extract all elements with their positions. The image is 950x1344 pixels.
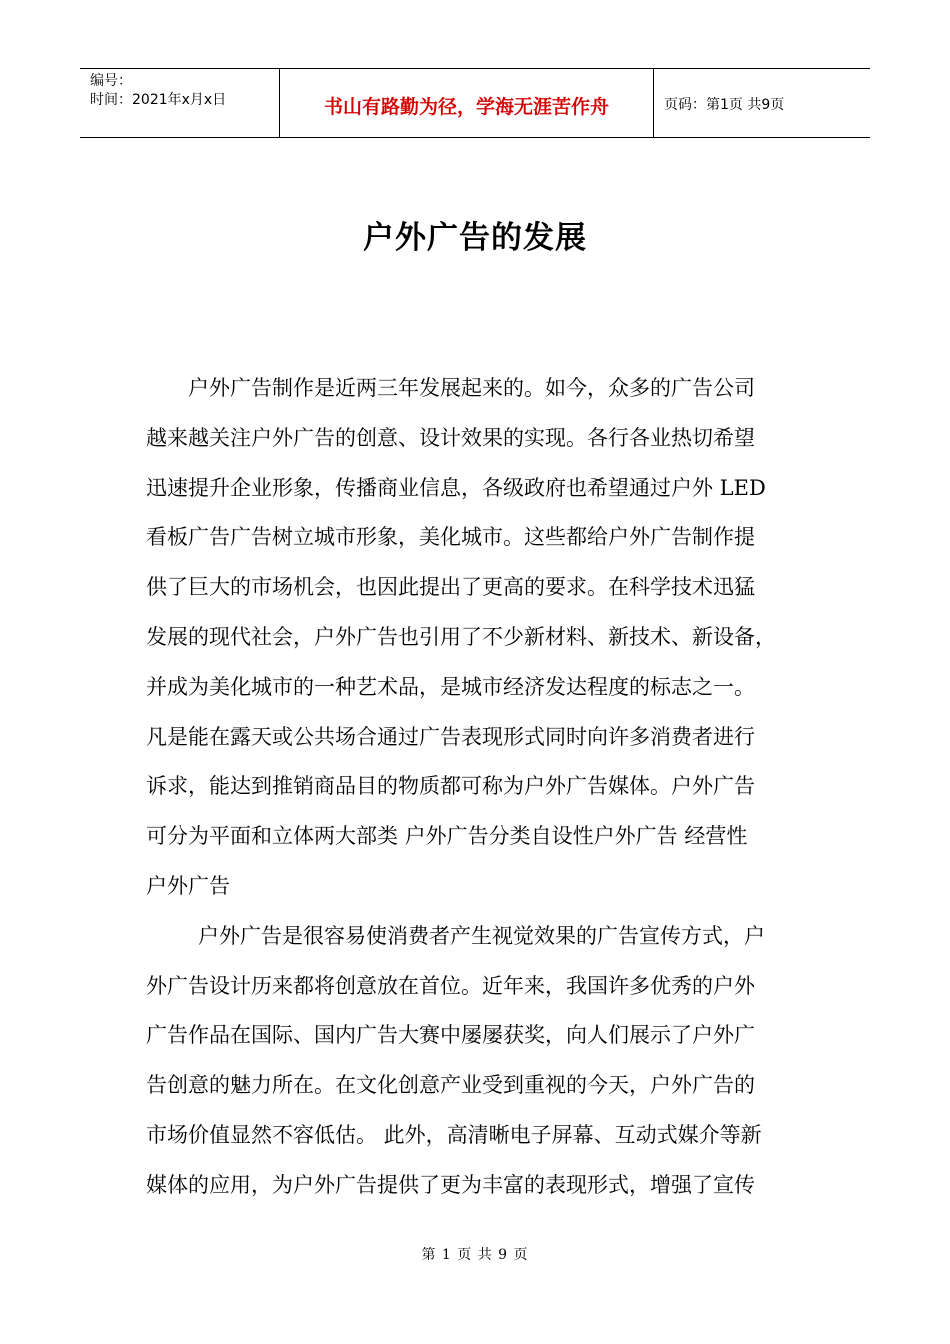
body-line: 户外广告是很容易使消费者产生视觉效果的广告宣传方式，户 (198, 923, 765, 948)
document-title: 户外广告的发展 (363, 220, 587, 256)
body-line: 并成为美化城市的一种艺术品，是城市经济发达程度的标志之一。 (146, 674, 755, 699)
page-footer: 第 1 页 共 9 页 (421, 1247, 529, 1263)
body-line: 户外广告 (146, 873, 230, 898)
body-line: 外广告设计历来都将创意放在首位。近年来，我国许多优秀的户外 (146, 973, 755, 998)
header-motto: 书山有路勤为径，学海无涯苦作舟 (280, 69, 654, 137)
body-line: 媒体的应用，为户外广告提供了更为丰富的表现形式，增强了宣传 (146, 1172, 755, 1197)
header-table (80, 68, 870, 138)
body-line: 迅速提升企业形象，传播商业信息，各级政府也希望通过户外 LED (146, 475, 766, 500)
body-line: 市场价值显然不容低估。 此外，高清晰电子屏幕、互动式媒介等新 (146, 1122, 762, 1147)
body-line: 供了巨大的市场机会，也因此提出了更高的要求。在科学技术迅猛 (146, 575, 755, 600)
body-line: 可分为平面和立体两大部类 户外广告分类自设性户外广告 经营性 (146, 824, 748, 849)
number-label: 编号： (90, 73, 132, 89)
body-line: 户外广告制作是近两三年发展起来的。如今，众多的广告公司 (188, 376, 755, 400)
time-label: 时间：2021年x月x日 (90, 92, 227, 108)
body-line: 凡是能在露天或公共场合通过广告表现形式同时向许多消费者进行 (146, 724, 755, 749)
body-line: 越来越关注户外广告的创意、设计效果的实现。各行各业热切希望 (146, 425, 755, 450)
body-line: 看板广告广告树立城市形象，美化城市。这些都给户外广告制作提 (146, 525, 755, 550)
document-body (146, 364, 806, 1211)
body-line: 诉求，能达到推销商品目的物质都可称为户外广告媒体。户外广告 (146, 774, 755, 799)
header-meta (80, 69, 280, 137)
body-line: 告创意的魅力所在。在文化创意产业受到重视的今天，户外广告的 (146, 1073, 755, 1098)
header-page-info: 页码：第1页 共9页 (664, 97, 785, 113)
body-line: 发展的现代社会，户外广告也引用了不少新材料、新技术、新设备， (146, 624, 776, 649)
body-line: 广告作品在国际、国内广告大赛中屡屡获奖，向人们展示了户外广 (146, 1023, 755, 1048)
